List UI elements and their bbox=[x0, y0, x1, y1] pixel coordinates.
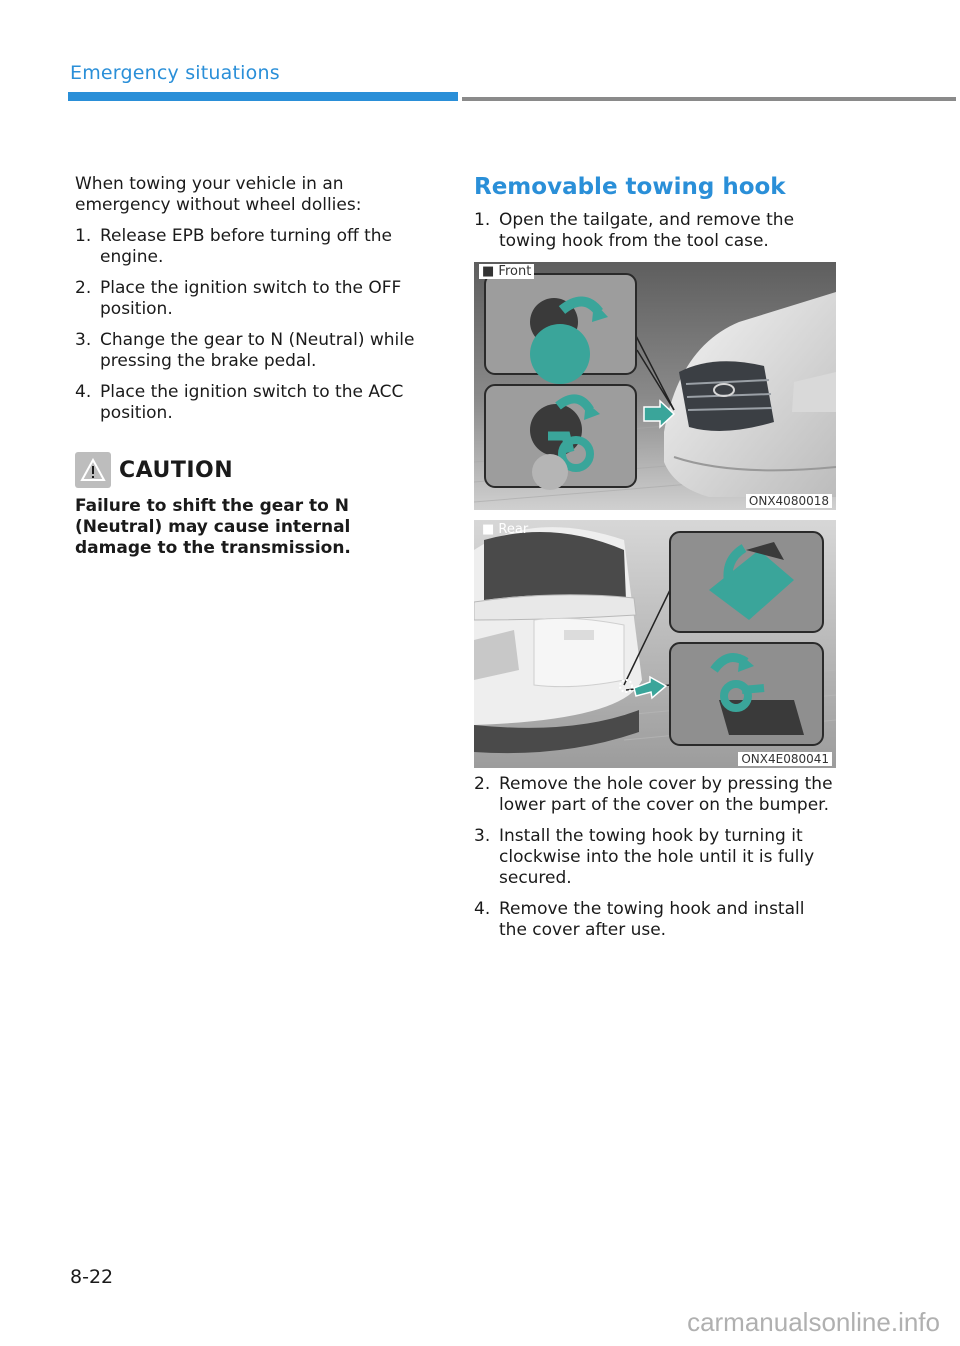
header-accent-bar bbox=[68, 92, 458, 101]
left-column bbox=[75, 174, 427, 559]
figure-front-code: ONX4080018 bbox=[746, 494, 832, 508]
figure-rear-tag: ■ Rear bbox=[482, 522, 529, 537]
figure-front-tag: ■ Front bbox=[479, 264, 534, 279]
section-header-title: Emergency situations bbox=[70, 62, 280, 84]
list-item: 4. Remove the towing hook and install the cover after use. bbox=[474, 899, 805, 940]
list-item: 1. Release EPB before turning off the engine. bbox=[75, 226, 393, 267]
caution-text: Failure to shift the gear to N (Neutral) may cause internal damage to the transmission. bbox=[75, 496, 351, 558]
figure-rear-code: ONX4E080041 bbox=[738, 752, 832, 766]
rear-towing-hook-illustration bbox=[474, 520, 836, 768]
list-item: 4. Place the ignition switch to the ACC position. bbox=[75, 382, 404, 423]
towing-steps-list bbox=[75, 226, 427, 424]
list-item: 3. Install the towing hook by turning it clockwise into the hole until it is fully secured. bbox=[474, 826, 815, 888]
right-column bbox=[474, 174, 836, 951]
towing-intro-text: When towing your vehicle in an emergency without wheel dollies: bbox=[75, 174, 362, 215]
removable-towing-hook-title: Removable towing hook bbox=[474, 174, 786, 200]
hook-steps-list-a bbox=[474, 210, 836, 252]
header-rule bbox=[462, 97, 956, 101]
front-towing-hook-illustration bbox=[474, 262, 836, 510]
list-item: 1. Open the tailgate, and remove the towing hook from the tool case. bbox=[474, 210, 795, 251]
list-item: 3. Change the gear to N (Neutral) while pressing the brake pedal. bbox=[75, 330, 415, 371]
page-number: 8-22 bbox=[70, 1266, 114, 1288]
watermark: carmanualsonline.info bbox=[687, 1307, 940, 1337]
hook-steps-list-b bbox=[474, 774, 836, 941]
warning-triangle-icon bbox=[75, 452, 111, 488]
list-item: 2. Remove the hole cover by pressing the lower part of the cover on the bumper. bbox=[474, 774, 833, 815]
caution-label: CAUTION bbox=[119, 457, 234, 483]
caution-heading bbox=[75, 452, 427, 488]
list-item: 2. Place the ignition switch to the OFF position. bbox=[75, 278, 402, 319]
